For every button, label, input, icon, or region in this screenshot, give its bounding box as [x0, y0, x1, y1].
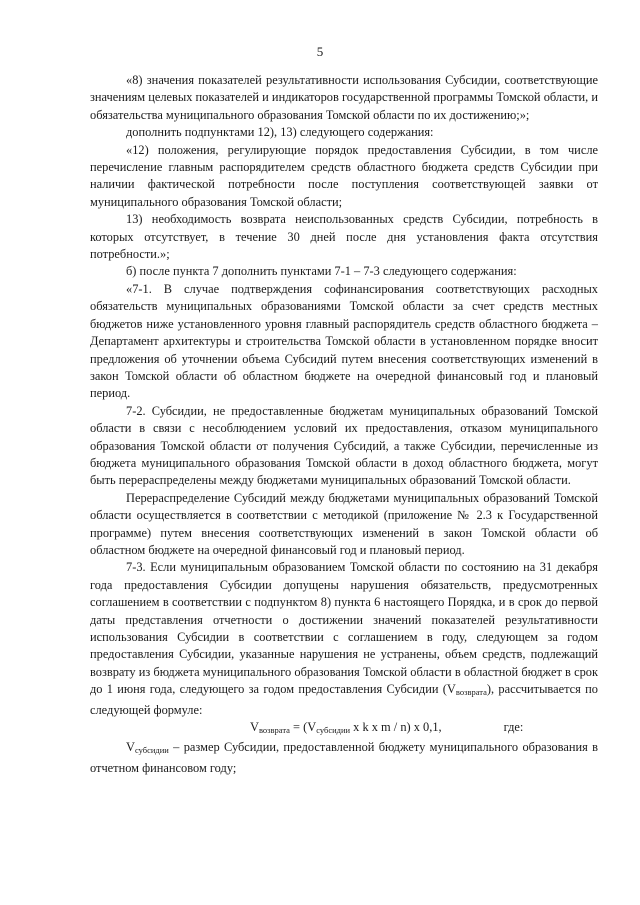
document-body — [90, 72, 598, 777]
formula — [90, 719, 598, 739]
paragraph-7-3-end: ), рассчитывается по следующей формуле: — [90, 682, 598, 717]
page-number: 5 — [316, 44, 324, 59]
formula-lhs-subscript: возврата — [258, 725, 290, 736]
definition-text: – размер Субсидии, предоставленной бюджету муниципального образования в отчетном финансовом году; — [90, 740, 598, 775]
formula-eq: = (V — [289, 720, 317, 735]
formula-rest: x k x m / n) x 0,1, — [350, 720, 442, 735]
v-symbol: (V — [442, 682, 456, 697]
paragraph: 13) необходимость возврата неиспользованных средств Субсидии, потребность в которых отсутствует, в течение 30 дней после дня установления факта отсутствия потребности.»; — [90, 212, 598, 262]
paragraph: Перераспределение Субсидий между бюджетами муниципальных образований Томской области осуществляется в соответствии с методикой (приложение № 2.3 к Государственной программе) путем внесения соответствующих изменений в закон Томской области об областном бюджете на очередной финансовый год и плановый период. — [90, 490, 598, 557]
paragraph: «7-1. В случае подтверждения софинансирования соответствующих расходных обязательств муниципальных образованиями Томской области за счет средств местных бюджетов ниже установленного уровня главный распорядитель средств областного бюджета – Департамент архитектуры и строительства Томской области в установленном порядке вносит предложения об уточнении объема Субсидий путем внесения соответствующих изменений в закон Томской области об областном бюджете на очередной финансовый год и плановый период. — [90, 281, 598, 401]
definition-v: V — [126, 740, 135, 755]
definition-subscript: субсидии — [134, 745, 169, 756]
paragraph: «12) положения, регулирующие порядок предоставления Субсидии, в том числе перечисление главным распорядителем средств областного бюджета средств Субсидии при наличии фактической потребности после поступления соответствующей заявки от муниципального образования Томской области; — [90, 142, 598, 209]
paragraph-7-3-text: 7-3. Если муниципальным образованием Томской области по состоянию на 31 декабря года предоставления Субсидии допущены нарушения обязательств, предусмотренных соглашением в соответствии с подпунктом 8) пункта 6 настоящего Порядка, и в срок до первой даты представления отчетности о достижении значений показателей результативности использования Субсидии в соответствии с соглашением в году, следующем за годом предоставления Субсидии, указанные нарушения не устранены, объем средств, подлежащий возврату из бюджета муниципального образования Томской области в областной бюджет в срок до 1 июня года, следующего за годом предоставления Субсидии — [90, 560, 598, 697]
formula-where: где: — [503, 720, 524, 735]
paragraph-7-3 — [90, 559, 598, 719]
paragraph: 7-2. Субсидии, не предоставленные бюджетам муниципальных образований Томской области в связи с несоблюдением условий их предоставления, отказом муниципального образования Томской области от получения Субсидий, а также Субсидии, перечисленные из бюджета муниципального образования Томской области в доход областного бюджета, могут быть перераспределены между бюджетами муниципальных образований Томской области. — [90, 403, 598, 488]
formula-rhs-subscript: субсидии — [316, 725, 351, 736]
paragraph: «8) значения показателей результативности использования Субсидии, соответствующие значениям целевых показателей и индикаторов государственной программы Томской области, и обязательства муниципального образования Томской области по их достижению;»; — [90, 73, 598, 122]
definition — [90, 739, 598, 777]
formula-v: V — [250, 720, 259, 735]
paragraph: б) после пункта 7 дополнить пунктами 7-1 – 7-3 следующего содержания: — [126, 264, 517, 279]
paragraph: дополнить подпунктами 12), 13) следующего содержания: — [126, 125, 434, 140]
subscript: возврата — [455, 687, 487, 698]
